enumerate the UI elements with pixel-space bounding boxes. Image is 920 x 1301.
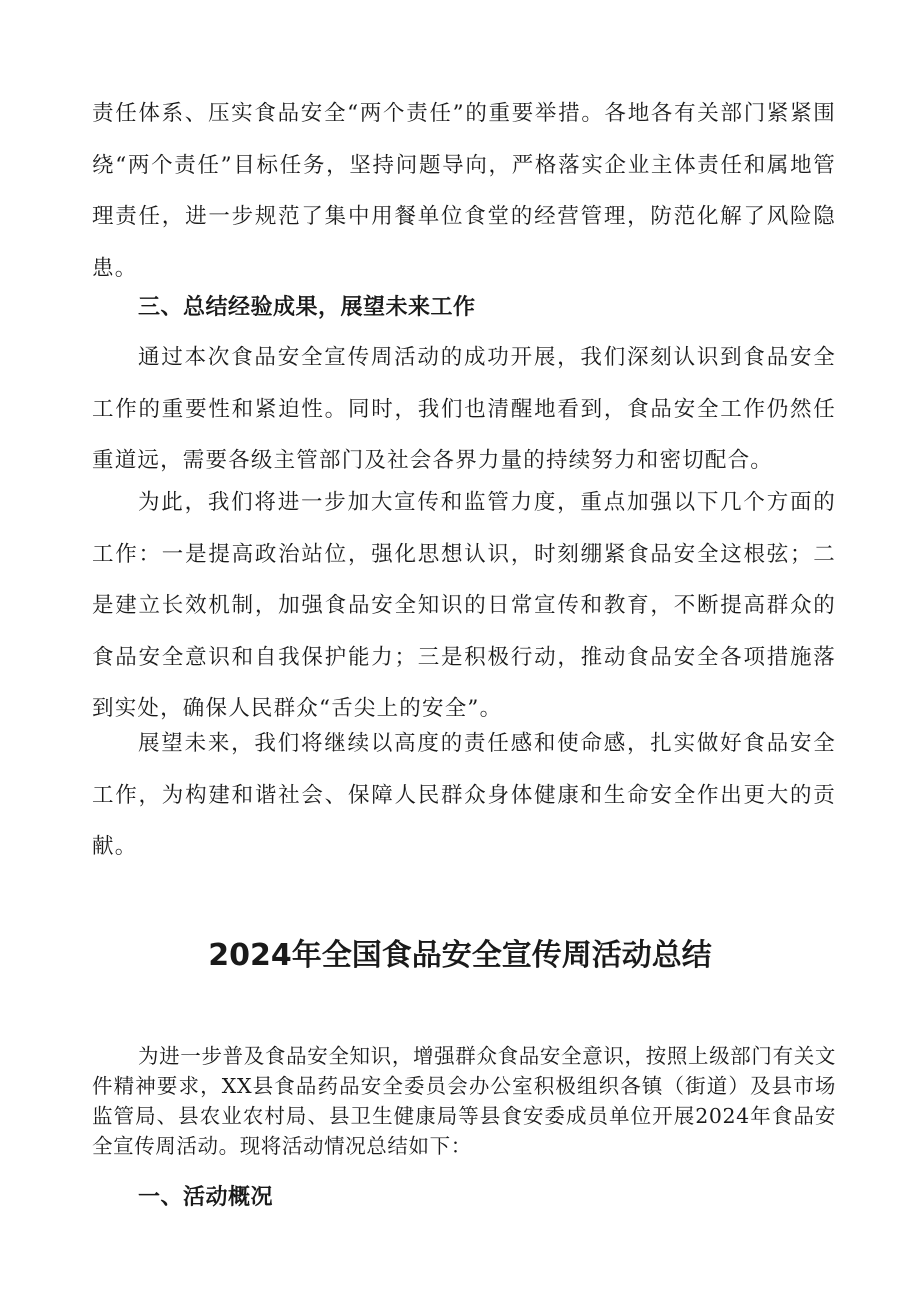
paragraph-responsibility-system: 责任体系、压实食品安全“两个责任”的重要举措。各地各有关部门紧紧围绕“两个责任”目标任务，坚持问题导向，严格落实企业主体责任和属地管理责任，进一步规范了集中用餐单位食堂的经营管理，防范化解了风险隐患。 bbox=[92, 101, 836, 281]
paragraph-awareness: 通过本次食品安全宣传周活动的成功开展，我们深刻认识到食品安全工作的重要性和紧迫性。同时，我们也清醒地看到，食品安全工作仍然任重道远，需要各级主管部门及社会各界力量的持续努力和密切配合。 bbox=[92, 345, 836, 473]
section-heading-summary: 三、总结经验成果，展望未来工作 bbox=[138, 295, 476, 320]
section-heading-overview: 一、活动概况 bbox=[138, 1185, 274, 1210]
paragraph-future-measures: 为此，我们将进一步加大宣传和监管力度，重点加强以下几个方面的工作：一是提高政治站位，强化思想认识，时刻绷紧食品安全这根弦；二是建立长效机制，加强食品安全知识的日常宣传和教育，不断提高群众的食品安全意识和自我保护能力；三是积极行动，推动食品安全各项措施落到实处，确保人民群众“舌尖上的安全”。 bbox=[92, 490, 836, 721]
paragraph-introduction: 为进一步普及食品安全知识，增强群众食品安全意识，按照上级部门有关文件精神要求，XX县食品药品安全委员会办公室积极组织各镇（街道）及县市场监管局、县农业农村局、县卫生健康局等县食安委成员单位开展2024年食品安全宣传周活动。现将活动情况总结如下： bbox=[92, 1044, 836, 1158]
paragraph-outlook: 展望未来，我们将继续以高度的责任感和使命感，扎实做好食品安全工作，为构建和谐社会、保障人民群众身体健康和生命安全作出更大的贡献。 bbox=[92, 731, 836, 859]
document-title: 2024年全国食品安全宣传周活动总结 bbox=[208, 938, 712, 973]
